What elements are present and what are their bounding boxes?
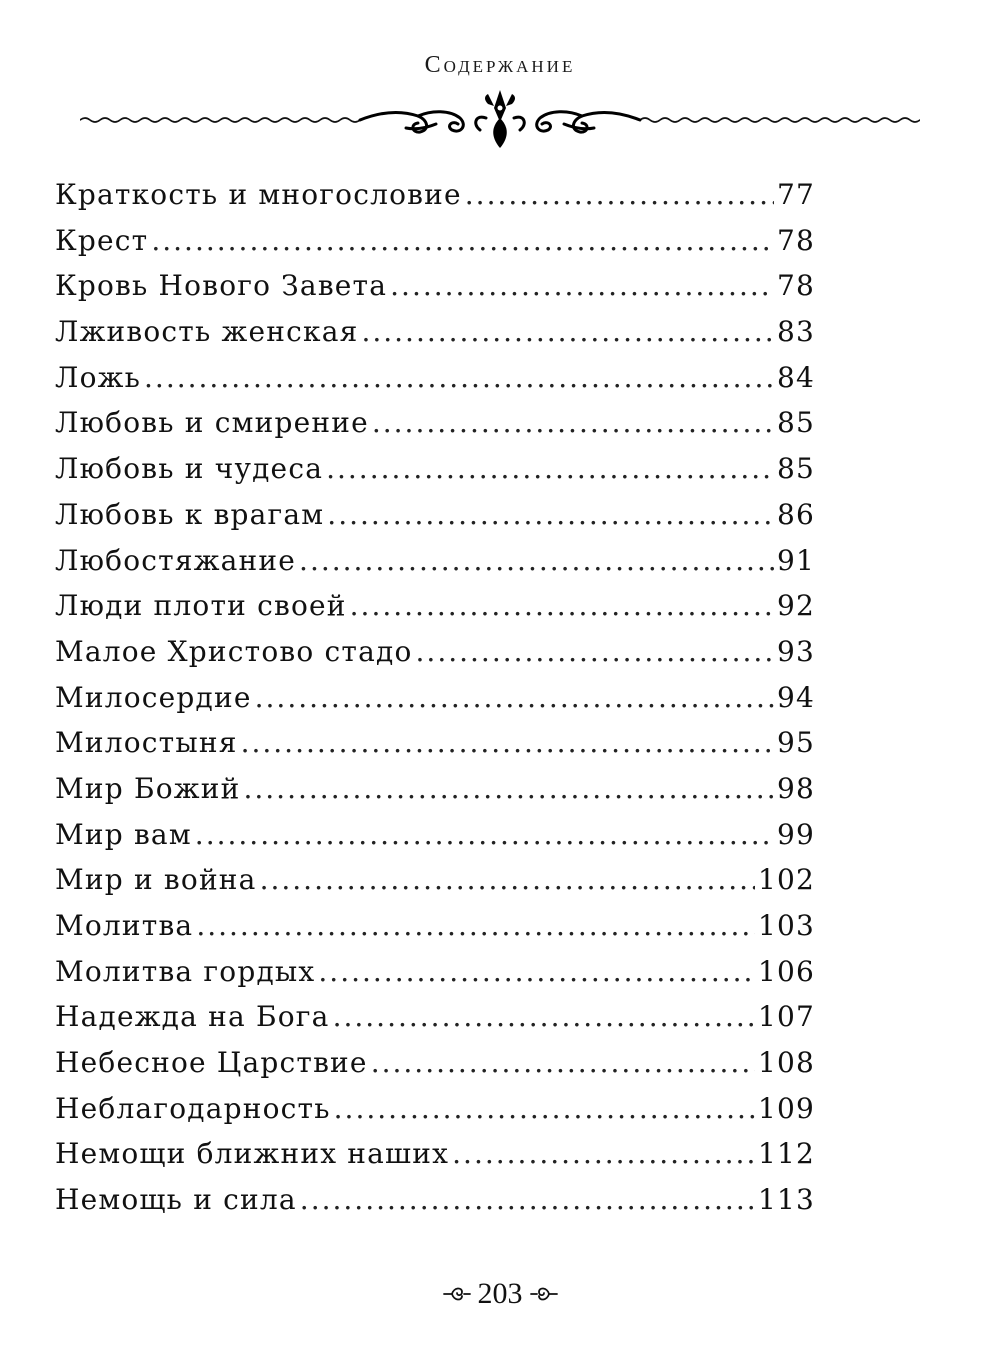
dot-leader	[241, 720, 774, 766]
toc-entry	[55, 675, 815, 721]
toc-entry-title: Неблагодарность	[55, 1091, 331, 1125]
toc-entry-title: Мир и война	[55, 863, 257, 897]
toc-entry-title: Мир вам	[55, 817, 192, 851]
dot-leader	[144, 355, 774, 401]
dot-leader	[390, 263, 774, 309]
toc-entry-title: Милостыня	[55, 726, 238, 760]
table-of-contents	[55, 172, 815, 1223]
toc-entry-page: 78	[776, 223, 815, 257]
toc-entry-page: 112	[757, 1137, 815, 1171]
toc-entry-title: Небесное Царствие	[55, 1046, 368, 1080]
page-header	[0, 52, 1000, 79]
dot-leader	[452, 1131, 755, 1177]
toc-entry-page: 85	[776, 406, 815, 440]
toc-entry-page: 98	[776, 771, 815, 805]
dot-leader	[255, 675, 774, 721]
toc-entry	[55, 172, 815, 218]
toc-entry	[55, 355, 815, 401]
toc-entry-title: Мир Божий	[55, 771, 241, 805]
toc-entry-page: 92	[776, 589, 815, 623]
toc-entry	[55, 903, 815, 949]
section-title: Содержание	[424, 52, 576, 78]
toc-entry-page: 99	[776, 817, 815, 851]
toc-entry	[55, 538, 815, 584]
toc-entry-title: Ложь	[55, 360, 142, 394]
dot-leader	[333, 994, 755, 1040]
right-flourish-icon	[529, 1283, 559, 1305]
dot-leader	[372, 400, 774, 446]
toc-entry-title: Малое Христово стадо	[55, 634, 413, 668]
toc-entry	[55, 994, 815, 1040]
toc-entry	[55, 446, 815, 492]
toc-entry	[55, 263, 815, 309]
toc-entry-title: Любостяжание	[55, 543, 297, 577]
toc-entry-page: 85	[776, 452, 815, 486]
toc-entry-title: Любовь к врагам	[55, 497, 325, 531]
toc-entry	[55, 629, 815, 675]
toc-entry-title: Молитва	[55, 909, 194, 942]
toc-entry-page: 108	[757, 1046, 815, 1080]
toc-entry	[55, 857, 815, 903]
toc-entry	[55, 1086, 815, 1132]
page-footer	[0, 1274, 1000, 1314]
toc-entry-title: Краткость и многословие	[55, 178, 462, 211]
dot-leader	[465, 172, 774, 218]
toc-entry-page: 91	[776, 543, 815, 577]
toc-entry-page: 78	[776, 269, 815, 303]
dot-leader	[350, 583, 774, 629]
toc-entry-page: 107	[757, 1000, 815, 1034]
toc-entry	[55, 1131, 815, 1177]
toc-entry-page: 109	[757, 1091, 815, 1125]
dot-leader	[318, 949, 755, 995]
toc-entry-title: Люди плоти своей	[55, 589, 347, 623]
dot-leader	[260, 857, 755, 903]
toc-entry	[55, 583, 815, 629]
toc-entry-title: Немощь и сила	[55, 1183, 297, 1217]
dot-leader	[371, 1040, 755, 1086]
toc-entry-page: 83	[776, 315, 815, 349]
toc-entry-page: 93	[776, 634, 815, 668]
toc-entry	[55, 720, 815, 766]
toc-entry-page: 77	[776, 178, 815, 211]
toc-entry-title: Немощи ближних наших	[55, 1137, 450, 1171]
dot-leader	[196, 903, 755, 949]
toc-entry-title: Кровь Нового Завета	[55, 269, 388, 303]
toc-entry	[55, 1177, 815, 1223]
toc-entry-title: Милосердие	[55, 680, 252, 714]
toc-entry-page: 113	[757, 1183, 815, 1217]
toc-entry-page: 95	[776, 726, 815, 760]
ornament-divider-icon	[80, 88, 920, 150]
toc-entry-title: Любовь и чудеса	[55, 452, 324, 486]
dot-leader	[361, 309, 774, 355]
toc-entry	[55, 812, 815, 858]
toc-entry-page: 86	[776, 497, 815, 531]
toc-entry-title: Любовь и смирение	[55, 406, 369, 440]
dot-leader	[334, 1086, 755, 1132]
toc-entry-page: 106	[757, 954, 815, 988]
toc-entry	[55, 309, 815, 355]
toc-entry-title: Надежда на Бога	[55, 1000, 330, 1034]
dot-leader	[299, 538, 774, 584]
dot-leader	[416, 629, 774, 675]
dot-leader	[300, 1177, 755, 1223]
toc-entry	[55, 766, 815, 812]
left-flourish-icon	[442, 1283, 472, 1305]
toc-entry-page: 103	[757, 909, 815, 942]
dot-leader	[151, 218, 774, 264]
toc-entry-title: Лживость женская	[55, 315, 359, 349]
dot-leader	[243, 766, 773, 812]
toc-entry-page: 102	[757, 863, 815, 897]
toc-entry-title: Молитва гордых	[55, 954, 316, 988]
toc-entry	[55, 1040, 815, 1086]
dot-leader	[327, 492, 774, 538]
toc-entry	[55, 949, 815, 995]
dot-leader	[326, 446, 774, 492]
page-number: 203	[477, 1277, 523, 1310]
toc-entry	[55, 492, 815, 538]
toc-entry	[55, 218, 815, 264]
toc-entry-title: Крест	[55, 223, 149, 257]
dot-leader	[195, 812, 774, 858]
toc-entry-page: 94	[776, 680, 815, 714]
toc-entry-page: 84	[776, 360, 815, 394]
toc-entry	[55, 400, 815, 446]
